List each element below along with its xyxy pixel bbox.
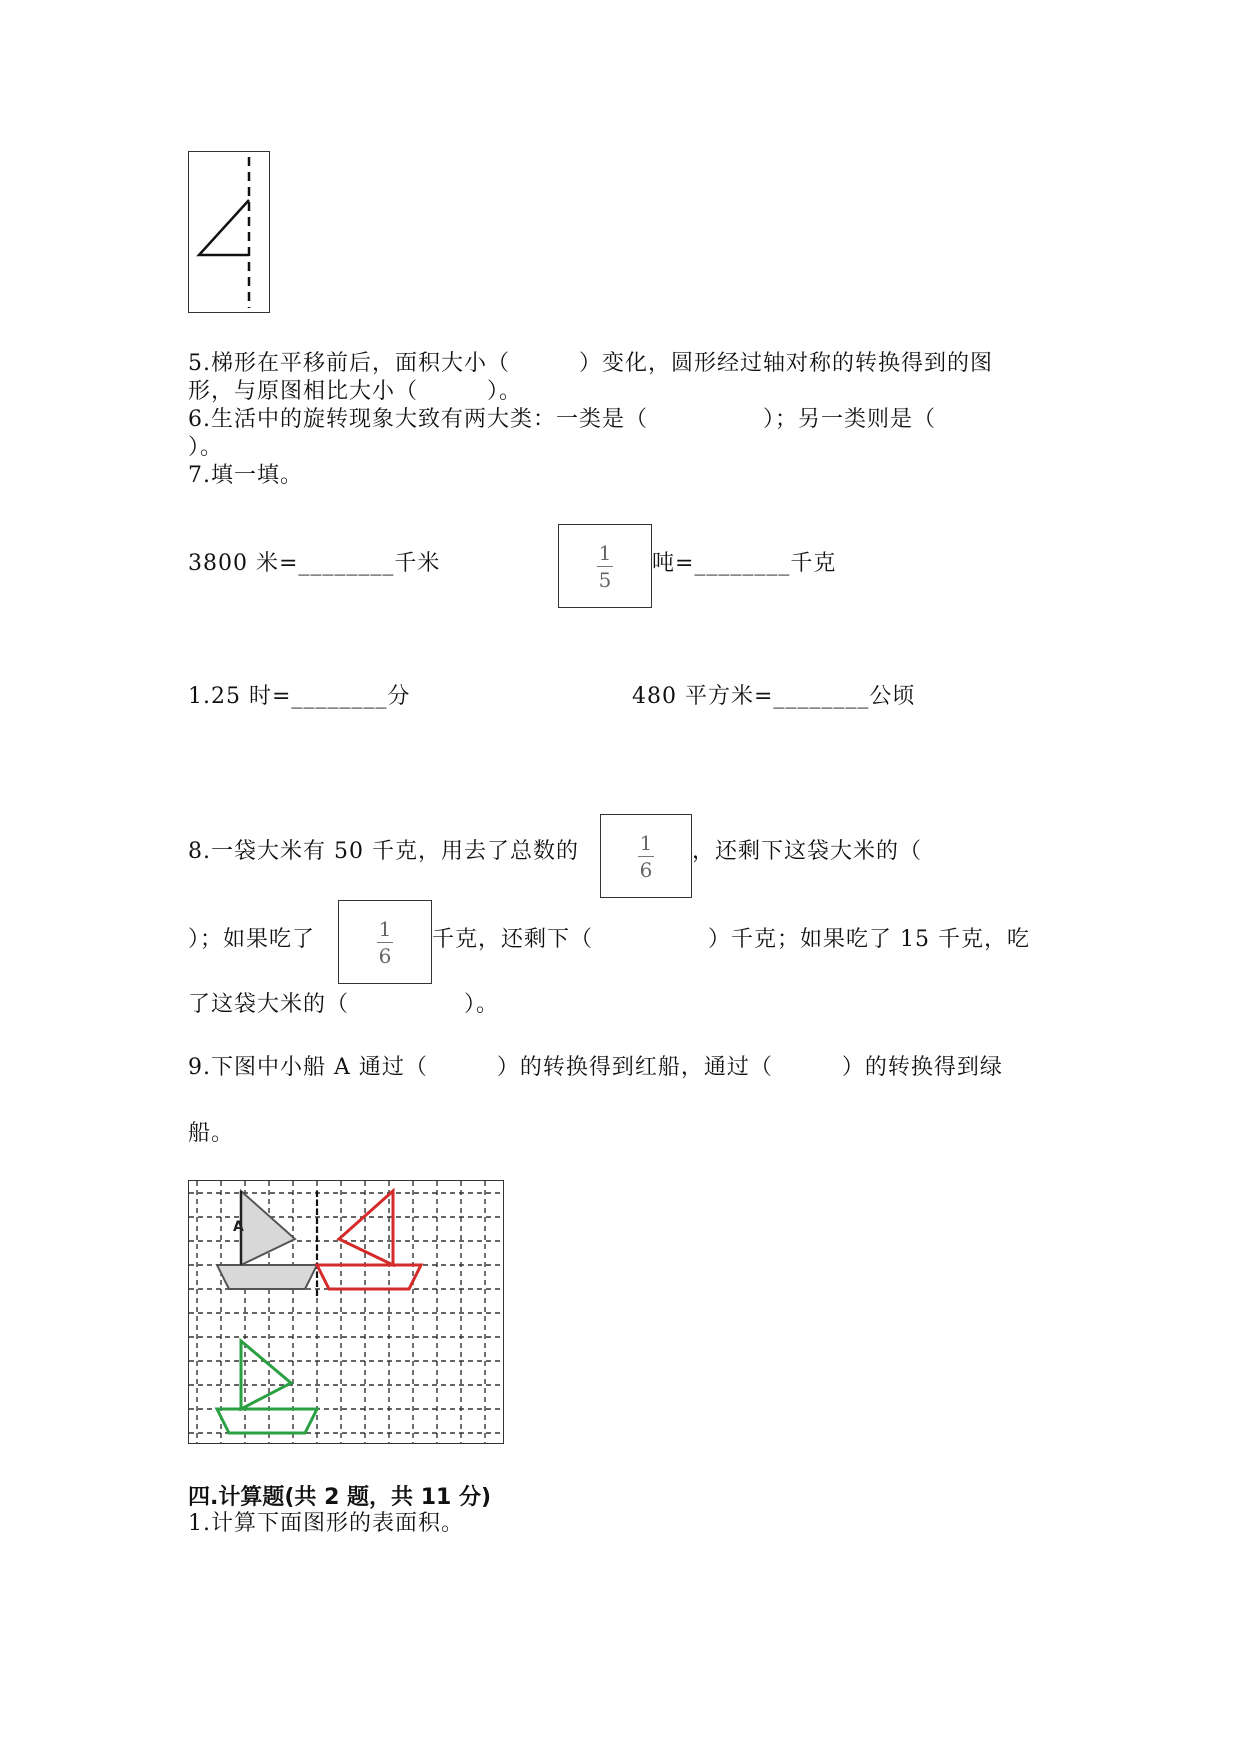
boat-a-hull (217, 1265, 317, 1289)
boat-green-sail (241, 1341, 291, 1409)
boat-red (317, 1191, 421, 1289)
fraction-numerator: 1 (378, 916, 392, 941)
q6-line1: 6.生活中的旋转现象大致有两大类：一类是（ ）；另一类则是（ (188, 407, 936, 432)
boat-a (217, 1191, 317, 1289)
boat-grid-figure (188, 1180, 504, 1444)
fraction-one-sixth-a (600, 814, 692, 898)
fraction-one-fifth (558, 524, 652, 608)
q8-line3: 了这袋大米的（ ）。 (188, 992, 500, 1017)
boat-green (217, 1341, 317, 1433)
q5-line2: 形，与原图相比大小（ ）。 (188, 379, 523, 404)
fraction-bar (377, 942, 393, 943)
section-4-q1: 1.计算下面图形的表面积。 (188, 1511, 464, 1536)
q7-title: 7.填一填。 (188, 463, 303, 488)
q8-line2-after: 千克，还剩下（ ）千克；如果吃了 15 千克，吃 (432, 927, 1030, 952)
q5-line1: 5.梯形在平移前后，面积大小（ ）变化，圆形经过轴对称的转换得到的图 (188, 351, 993, 376)
fraction-denominator: 6 (378, 943, 392, 968)
boat-transform-diagram (189, 1181, 503, 1443)
q6-line2: ）。 (188, 435, 224, 460)
q9-line2: 船。 (188, 1121, 235, 1146)
fraction-one-sixth-b (338, 900, 432, 984)
section-4-heading: 四.计算题(共 2 题，共 11 分) (188, 1485, 492, 1510)
fraction-numerator: 1 (598, 540, 612, 565)
q8-line1-before: 8.一袋大米有 50 千克，用去了总数的 (188, 839, 579, 864)
fraction-bar (638, 856, 654, 857)
fraction-denominator: 6 (639, 857, 653, 882)
q8-line2-before: ）；如果吃了 (188, 927, 316, 952)
fraction-numerator: 1 (639, 830, 653, 855)
q7-item-a: 3800 米=________千米 (188, 551, 441, 576)
boat-red-hull (317, 1265, 421, 1289)
fraction-bar (597, 566, 613, 567)
q7-item-d: 480 平方米=________公顷 (632, 684, 916, 709)
half-triangle-diagram (189, 152, 269, 312)
q7-item-c: 1.25 时=________分 (188, 684, 411, 709)
boat-a-sail (241, 1191, 295, 1265)
symmetry-figure (188, 151, 270, 313)
boat-a-label: A (233, 1219, 244, 1235)
q8-line1-after: ，还剩下这袋大米的（ (692, 839, 923, 864)
q7-item-b: 吨=________千克 (652, 551, 837, 576)
boat-green-hull (217, 1409, 317, 1433)
boat-red-sail (339, 1191, 393, 1265)
half-triangle (199, 200, 249, 255)
fraction-denominator: 5 (598, 567, 612, 592)
q9-line1: 9.下图中小船 A 通过（ ）的转换得到红船，通过（ ）的转换得到绿 (188, 1055, 1003, 1080)
